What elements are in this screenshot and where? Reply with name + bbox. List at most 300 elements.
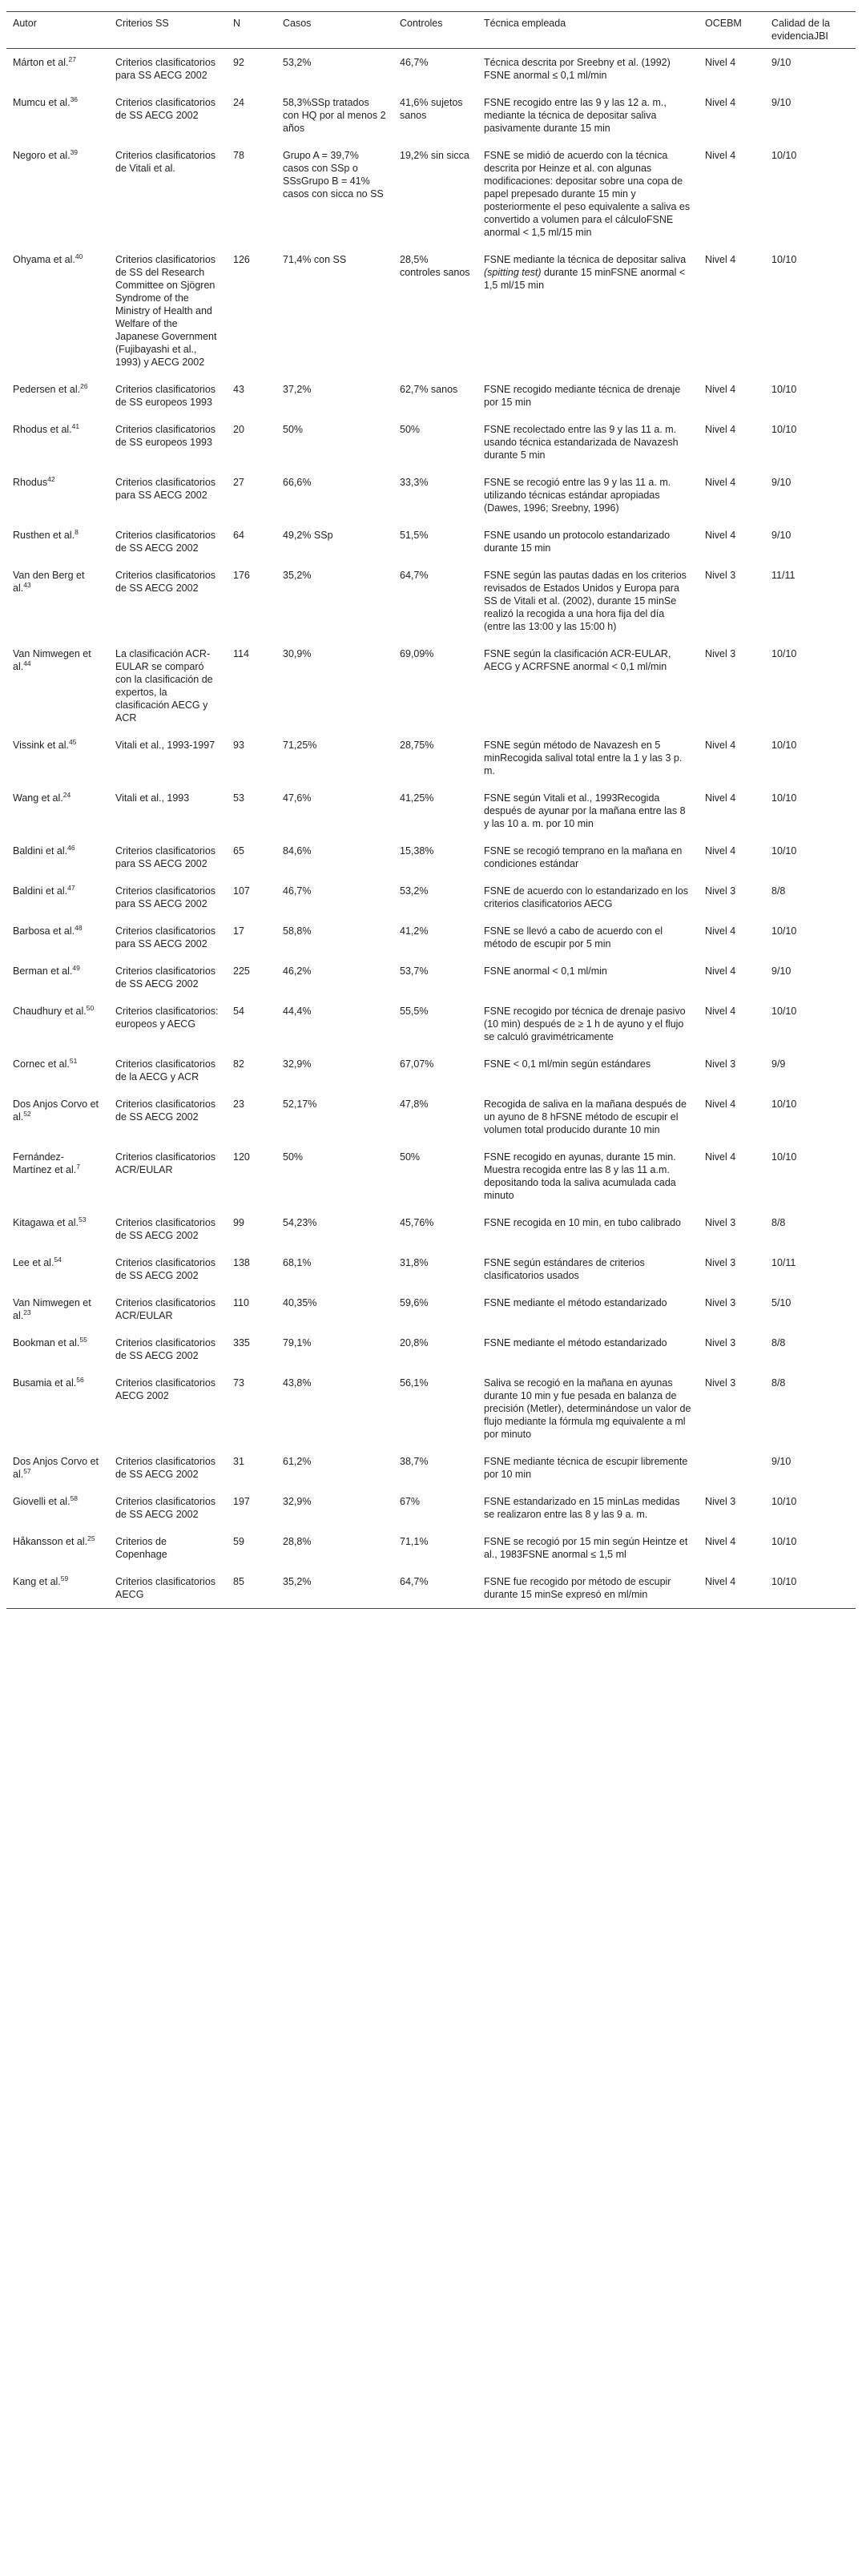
cell-ocebm: Nivel 4	[705, 57, 736, 68]
reference-number: 44	[23, 659, 31, 667]
cell-autor	[6, 1568, 109, 1609]
reference-number: 56	[76, 1376, 84, 1384]
reference-number: 47	[67, 884, 75, 892]
author-name: Rhodus	[13, 477, 48, 488]
cell-criterios: Criterios clasificatorios de SS europeos 1993	[115, 384, 216, 408]
cell-tecnica: Saliva se recogió en la mañana en ayunas durante 10 min y fue pesada en balanza de precisión (Metler), determinándose un valor de flujo mediante la fórmula mg equivalente a ml por minuto	[484, 1377, 691, 1440]
cell-casos: 50%	[283, 424, 304, 435]
cell-tecnica: FSNE recogida en 10 min, en tubo calibrado	[484, 1217, 681, 1228]
cell-criterios: Criterios clasificatorios de SS AECG 2002	[115, 1099, 216, 1123]
cell-controles: 53,2%	[400, 885, 429, 897]
reference-number: 57	[23, 1467, 31, 1475]
table-row	[6, 784, 856, 837]
cell-controles: 33,3%	[400, 477, 429, 488]
cell-casos: 37,2%	[283, 384, 312, 395]
cell-autor	[6, 837, 109, 877]
cell-controles: 56,1%	[400, 1377, 429, 1389]
cell-casos: 43,8%	[283, 1377, 312, 1389]
cell-criterios: La clasificación ACR-EULAR se comparó con la clasificación de expertos, la clasificación AECG y ACR	[115, 648, 213, 724]
cell-autor	[6, 1329, 109, 1369]
cell-autor	[6, 1369, 109, 1448]
cell-jbi: 9/10	[771, 965, 792, 977]
cell-criterios: Criterios de Copenhage	[115, 1536, 167, 1560]
table-row	[6, 562, 856, 640]
header-n: N	[233, 18, 241, 29]
cell-criterios: Criterios clasificatorios para SS AECG 2002	[115, 885, 216, 909]
cell-jbi: 10/10	[771, 1496, 797, 1507]
cell-autor	[6, 522, 109, 562]
table-row	[6, 1488, 856, 1528]
cell-autor	[6, 49, 109, 90]
cell-criterios: Criterios clasificatorios de SS AECG 2002	[115, 1217, 216, 1241]
cell-criterios: Criterios clasificatorios de SS AECG 2002	[115, 530, 216, 554]
cell-tecnica: FSNE se recogió por 15 min según Heintze et al., 1983FSNE anormal ≤ 1,5 ml	[484, 1536, 688, 1560]
table-row	[6, 1249, 856, 1289]
cell-jbi: 10/10	[771, 648, 797, 659]
author-name: Lee et al.	[13, 1257, 54, 1268]
cell-casos: 84,6%	[283, 845, 312, 857]
cell-ocebm: Nivel 4	[705, 1099, 736, 1110]
cell-n: 225	[233, 965, 250, 977]
cell-controles: 15,38%	[400, 845, 434, 857]
cell-jbi: 9/10	[771, 1456, 792, 1467]
cell-tecnica: FSNE según las pautas dadas en los criterios revisados de Estados Unidos y Europa para SS de Vitali et al. (2002), durante 15 minSe realizó la recogida a una hora fija del día (entre las 13:00 y las 15:00 h)	[484, 570, 687, 632]
reference-number: 41	[71, 422, 80, 430]
author-name: Baldini et al.	[13, 845, 68, 857]
table-row	[6, 89, 856, 142]
cell-controles: 64,7%	[400, 570, 429, 581]
reference-number: 48	[75, 924, 83, 932]
cell-criterios: Criterios clasificatorios de SS AECG 2002	[115, 1496, 216, 1520]
cell-casos: 35,2%	[283, 570, 312, 581]
table-row	[6, 1528, 856, 1568]
cell-autor	[6, 1488, 109, 1528]
cell-autor	[6, 1249, 109, 1289]
cell-tecnica	[477, 246, 699, 376]
table-row	[6, 1209, 856, 1249]
cell-criterios: Criterios clasificatorios de SS AECG 2002	[115, 570, 216, 594]
reference-number: 39	[70, 148, 79, 156]
cell-casos: Grupo A = 39,7% casos con SSp o SSsGrupo B = 41% casos con sicca no SS	[283, 150, 384, 200]
cell-criterios: Criterios clasificatorios de SS AECG 2002	[115, 1456, 216, 1480]
reference-number: 36	[70, 95, 79, 103]
cell-tecnica: FSNE recogido en ayunas, durante 15 min. Muestra recogida entre las 8 y las 11 a.m. depositando toda la saliva acumulada cada minuto	[484, 1151, 676, 1201]
table-row	[6, 732, 856, 784]
cell-n: 82	[233, 1058, 244, 1070]
author-name: Berman et al.	[13, 965, 73, 977]
cell-casos: 40,35%	[283, 1297, 317, 1308]
header-autor: Autor	[13, 18, 37, 29]
table-row	[6, 416, 856, 469]
cell-n: 176	[233, 570, 250, 581]
cell-ocebm: Nivel 3	[705, 1217, 736, 1228]
cell-tecnica: FSNE se recogió temprano en la mañana en condiciones estándar	[484, 845, 683, 869]
cell-controles: 59,6%	[400, 1297, 429, 1308]
header-casos: Casos	[283, 18, 312, 29]
cell-jbi: 10/10	[771, 1099, 797, 1110]
cell-controles: 41,6% sujetos sanos	[400, 97, 463, 121]
cell-autor	[6, 469, 109, 522]
cell-tecnica: FSNE se recogió entre las 9 y las 11 a. m. utilizando técnicas estándar apropiadas (Dawes, 1996; Sreebny, 1996)	[484, 477, 671, 514]
reference-number: 49	[72, 964, 80, 972]
author-name: Barbosa et al.	[13, 925, 75, 937]
cell-n: 335	[233, 1337, 250, 1348]
cell-casos: 71,4% con SS	[283, 254, 347, 265]
cell-controles: 64,7%	[400, 1576, 429, 1587]
reference-number: 54	[54, 1256, 62, 1264]
cell-ocebm: Nivel 4	[705, 1576, 736, 1587]
cell-jbi: 9/10	[771, 57, 792, 68]
cell-n: 78	[233, 150, 244, 161]
cell-controles: 67%	[400, 1496, 421, 1507]
cell-n: 99	[233, 1217, 244, 1228]
cell-n: 197	[233, 1496, 250, 1507]
cell-n: 54	[233, 1006, 244, 1017]
cell-jbi: 10/10	[771, 150, 797, 161]
cell-jbi: 10/10	[771, 1536, 797, 1547]
cell-n: 20	[233, 424, 244, 435]
table-row	[6, 1050, 856, 1090]
cell-tecnica: FSNE según la clasificación ACR-EULAR, AECG y ACRFSNE anormal < 0,1 ml/min	[484, 648, 671, 672]
cell-n: 53	[233, 792, 244, 804]
cell-criterios: Criterios clasificatorios de SS del Research Committee on Sjögren Syndrome of the Ministry of Health and Welfare of the Japanese Government (Fujibayashi et al., 1993) y AECG 2002	[115, 254, 217, 368]
cell-tecnica: FSNE se midió de acuerdo con la técnica descrita por Heinze et al. con algunas modificaciones: depositar sobre una copa de papel prepesado durante 15 min y posteriormente el peso equivalente a saliva es convertido a volumen para el cálculoFSNE anormal < 1,5 ml/15 min	[484, 150, 691, 238]
cell-tecnica: FSNE según método de Navazesh en 5 minRecogida salival total entre la 1 y las 3 p. m.	[484, 740, 683, 776]
table-row	[6, 1090, 856, 1143]
cell-criterios: Criterios clasificatorios de SS AECG 2002	[115, 97, 216, 121]
cell-autor	[6, 1050, 109, 1090]
cell-ocebm: Nivel 4	[705, 530, 736, 541]
cell-casos: 32,9%	[283, 1496, 312, 1507]
cell-ocebm: Nivel 4	[705, 97, 736, 108]
cell-criterios: Criterios clasificatorios de la AECG y ACR	[115, 1058, 216, 1082]
cell-tecnica: FSNE según estándares de criterios clasificatorios usados	[484, 1257, 645, 1281]
cell-controles: 47,8%	[400, 1099, 429, 1110]
table-row	[6, 142, 856, 246]
cell-tecnica: FSNE estandarizado en 15 minLas medidas se realizaron entre las 8 y las 9 a. m.	[484, 1496, 680, 1520]
cell-criterios: Vitali et al., 1993	[115, 792, 190, 804]
table-row	[6, 1568, 856, 1609]
cell-controles: 53,7%	[400, 965, 429, 977]
cell-tecnica: FSNE recogido entre las 9 y las 12 a. m., mediante la técnica de depositar saliva pasivamente durante 15 min	[484, 97, 667, 134]
author-name: Vissink et al.	[13, 740, 69, 751]
cell-criterios: Criterios clasificatorios de Vitali et al.	[115, 150, 216, 174]
table-row	[6, 877, 856, 917]
cell-jbi: 10/10	[771, 254, 797, 265]
author-name: Negoro et al.	[13, 150, 70, 161]
cell-tecnica: FSNE recogido por técnica de drenaje pasivo (10 min) después de ≥ 1 h de ayuno y el flujo se calculó gravimétricamente	[484, 1006, 686, 1042]
cell-n: 24	[233, 97, 244, 108]
cell-controles: 50%	[400, 424, 421, 435]
cell-controles: 41,2%	[400, 925, 429, 937]
table-container	[6, 11, 856, 1609]
author-name: Bookman et al.	[13, 1337, 80, 1348]
cell-criterios: Criterios clasificatorios ACR/EULAR	[115, 1151, 216, 1175]
cell-autor	[6, 416, 109, 469]
cell-casos: 79,1%	[283, 1337, 312, 1348]
cell-n: 107	[233, 885, 250, 897]
cell-ocebm: Nivel 3	[705, 1058, 736, 1070]
cell-controles: 46,7%	[400, 57, 429, 68]
cell-casos: 52,17%	[283, 1099, 317, 1110]
header-criterios: Criterios SS	[115, 18, 169, 29]
author-name: Mumcu et al.	[13, 97, 70, 108]
cell-casos: 46,7%	[283, 885, 312, 897]
cell-tecnica: FSNE recogido mediante técnica de drenaje por 15 min	[484, 384, 681, 408]
reference-number: 25	[87, 1534, 95, 1542]
technique-text: FSNE mediante la técnica de depositar saliva	[484, 254, 687, 265]
cell-ocebm: Nivel 3	[705, 1297, 736, 1308]
author-name: Kang et al.	[13, 1576, 61, 1587]
cell-casos: 54,23%	[283, 1217, 317, 1228]
table-row	[6, 1448, 856, 1488]
cell-jbi: 10/10	[771, 1006, 797, 1017]
cell-autor	[6, 1528, 109, 1568]
cell-n: 93	[233, 740, 244, 751]
author-name: Van Nimwegen et al.	[13, 1297, 91, 1321]
cell-controles: 28,5% controles sanos	[400, 254, 470, 278]
reference-number: 23	[23, 1308, 31, 1316]
cell-jbi: 9/10	[771, 97, 792, 108]
cell-autor	[6, 732, 109, 784]
table-row	[6, 1289, 856, 1329]
cell-tecnica: FSNE de acuerdo con lo estandarizado en los criterios clasificatorios AECG	[484, 885, 689, 909]
table-row	[6, 1369, 856, 1448]
header-ocebm: OCEBM	[705, 18, 742, 29]
cell-n: 126	[233, 254, 250, 265]
cell-jbi: 10/10	[771, 792, 797, 804]
cell-casos: 68,1%	[283, 1257, 312, 1268]
author-name: Ohyama et al.	[13, 254, 75, 265]
cell-casos: 47,6%	[283, 792, 312, 804]
reference-number: 50	[86, 1004, 95, 1012]
cell-ocebm: Nivel 4	[705, 424, 736, 435]
cell-controles: 55,5%	[400, 1006, 429, 1017]
cell-criterios: Criterios clasificatorios de SS europeos 1993	[115, 424, 216, 448]
cell-autor	[6, 142, 109, 246]
cell-n: 31	[233, 1456, 244, 1467]
cell-ocebm: Nivel 3	[705, 1377, 736, 1389]
table-row	[6, 1329, 856, 1369]
cell-criterios: Criterios clasificatorios ACR/EULAR	[115, 1297, 216, 1321]
cell-n: 27	[233, 477, 244, 488]
cell-n: 43	[233, 384, 244, 395]
cell-casos: 58,8%	[283, 925, 312, 937]
cell-autor	[6, 998, 109, 1050]
cell-jbi: 8/8	[771, 1377, 786, 1389]
cell-ocebm	[699, 1448, 765, 1488]
cell-controles: 62,7% sanos	[400, 384, 458, 395]
cell-ocebm: Nivel 4	[705, 477, 736, 488]
cell-casos: 35,2%	[283, 1576, 312, 1587]
reference-number: 8	[75, 528, 79, 536]
cell-criterios: Criterios clasificatorios para SS AECG 2002	[115, 477, 216, 501]
cell-ocebm: Nivel 3	[705, 648, 736, 659]
author-name: Van Nimwegen et al.	[13, 648, 91, 672]
author-name: Rhodus et al.	[13, 424, 72, 435]
cell-n: 65	[233, 845, 244, 857]
technique-italic: (spitting test)	[484, 267, 542, 278]
table-row	[6, 469, 856, 522]
cell-casos: 53,2%	[283, 57, 312, 68]
cell-ocebm: Nivel 4	[705, 1006, 736, 1017]
cell-jbi: 10/10	[771, 1576, 797, 1587]
author-name: Chaudhury et al.	[13, 1006, 87, 1017]
cell-casos: 28,8%	[283, 1536, 312, 1547]
reference-number: 7	[76, 1163, 80, 1171]
technique-text: durante 15 minFSNE anormal < 1,5 ml/15 min	[484, 267, 686, 291]
author-name: Cornec et al.	[13, 1058, 70, 1070]
cell-jbi: 10/10	[771, 740, 797, 751]
cell-casos: 30,9%	[283, 648, 312, 659]
author-name: Håkansson et al.	[13, 1536, 88, 1547]
author-name: Dos Anjos Corvo et al.	[13, 1456, 99, 1480]
table-row	[6, 1143, 856, 1209]
cell-controles: 51,5%	[400, 530, 429, 541]
table-row	[6, 246, 856, 376]
cell-ocebm: Nivel 4	[705, 845, 736, 857]
reference-number: 58	[70, 1494, 79, 1502]
cell-autor	[6, 1143, 109, 1209]
cell-autor	[6, 1289, 109, 1329]
cell-autor	[6, 376, 109, 416]
cell-controles: 71,1%	[400, 1536, 429, 1547]
cell-autor	[6, 917, 109, 957]
cell-criterios: Criterios clasificatorios AECG 2002	[115, 1377, 216, 1401]
cell-criterios: Criterios clasificatorios de SS AECG 2002	[115, 1257, 216, 1281]
cell-ocebm: Nivel 4	[705, 925, 736, 937]
table-row	[6, 917, 856, 957]
reference-number: 27	[68, 55, 76, 63]
reference-number: 55	[79, 1336, 87, 1344]
cell-controles: 28,75%	[400, 740, 434, 751]
cell-n: 120	[233, 1151, 250, 1163]
cell-ocebm: Nivel 3	[705, 1257, 736, 1268]
reference-number: 46	[67, 844, 75, 852]
cell-controles: 20,8%	[400, 1337, 429, 1348]
cell-jbi: 9/10	[771, 530, 792, 541]
cell-ocebm: Nivel 3	[705, 570, 736, 581]
reference-number: 59	[60, 1574, 69, 1582]
cell-casos: 49,2% SSp	[283, 530, 333, 541]
cell-controles: 50%	[400, 1151, 421, 1163]
cell-casos: 66,6%	[283, 477, 312, 488]
cell-tecnica: FSNE recolectado entre las 9 y las 11 a. m. usando técnica estandarizada de Navazesh durante 5 min	[484, 424, 679, 461]
cell-autor	[6, 246, 109, 376]
reference-number: 40	[75, 252, 83, 260]
cell-criterios: Criterios clasificatorios para SS AECG 2002	[115, 845, 216, 869]
table-row	[6, 49, 856, 90]
cell-tecnica: FSNE anormal < 0,1 ml/min	[484, 965, 607, 977]
cell-autor	[6, 562, 109, 640]
cell-n: 64	[233, 530, 244, 541]
cell-jbi: 8/8	[771, 1337, 786, 1348]
author-name: Márton et al.	[13, 57, 69, 68]
cell-autor	[6, 877, 109, 917]
author-name: Fernández-Martínez et al.	[13, 1151, 77, 1175]
cell-criterios: Criterios clasificatorios para SS AECG 2002	[115, 57, 216, 81]
header-tecnica: Técnica empleada	[484, 18, 566, 29]
cell-casos: 58,3%SSp tratados con HQ por al menos 2 años	[283, 97, 386, 134]
reference-number: 24	[62, 791, 71, 799]
cell-ocebm: Nivel 4	[705, 792, 736, 804]
cell-ocebm: Nivel 3	[705, 1337, 736, 1348]
reference-number: 45	[68, 738, 77, 746]
author-name: Giovelli et al.	[13, 1496, 70, 1507]
cell-tecnica: FSNE < 0,1 ml/min según estándares	[484, 1058, 651, 1070]
cell-ocebm: Nivel 4	[705, 384, 736, 395]
cell-autor	[6, 89, 109, 142]
cell-criterios: Criterios clasificatorios de SS AECG 2002	[115, 965, 216, 990]
cell-n: 73	[233, 1377, 244, 1389]
cell-jbi: 11/11	[771, 570, 796, 581]
author-name: Baldini et al.	[13, 885, 68, 897]
cell-jbi: 9/9	[771, 1058, 786, 1070]
cell-controles: 31,8%	[400, 1257, 429, 1268]
table-row	[6, 837, 856, 877]
cell-tecnica: Técnica descrita por Sreebny et al. (1992) FSNE anormal ≤ 0,1 ml/min	[484, 57, 671, 81]
cell-n: 114	[233, 648, 249, 659]
cell-ocebm: Nivel 3	[705, 885, 736, 897]
author-name: Rusthen et al.	[13, 530, 75, 541]
cell-jbi: 10/10	[771, 845, 797, 857]
table-row	[6, 957, 856, 998]
cell-criterios: Criterios clasificatorios de SS AECG 2002	[115, 1337, 216, 1361]
cell-tecnica: FSNE fue recogido por método de escupir durante 15 minSe expresó en ml/min	[484, 1576, 671, 1600]
cell-ocebm: Nivel 4	[705, 1536, 736, 1547]
reference-number: 53	[79, 1215, 87, 1223]
reference-number: 51	[69, 1057, 78, 1065]
reference-number: 42	[47, 475, 55, 483]
cell-ocebm: Nivel 3	[705, 1496, 736, 1507]
reference-number: 43	[23, 581, 31, 589]
cell-autor	[6, 1209, 109, 1249]
cell-criterios: Criterios clasificatorios AECG	[115, 1576, 216, 1600]
cell-ocebm: Nivel 4	[705, 740, 736, 751]
table-body	[6, 49, 856, 1609]
studies-table	[6, 11, 856, 1609]
cell-jbi: 10/10	[771, 424, 797, 435]
cell-jbi: 10/10	[771, 384, 797, 395]
author-name: Van den Berg et al.	[13, 570, 85, 594]
cell-tecnica: FSNE mediante técnica de escupir libremente por 10 min	[484, 1456, 688, 1480]
cell-jbi: 5/10	[771, 1297, 792, 1308]
author-name: Wang et al.	[13, 792, 63, 804]
cell-casos: 44,4%	[283, 1006, 312, 1017]
cell-tecnica: FSNE se llevó a cabo de acuerdo con el método de escupir por 5 min	[484, 925, 663, 949]
cell-autor	[6, 784, 109, 837]
cell-n: 138	[233, 1257, 250, 1268]
cell-controles: 45,76%	[400, 1217, 434, 1228]
cell-n: 59	[233, 1536, 244, 1547]
cell-autor	[6, 957, 109, 998]
cell-casos: 61,2%	[283, 1456, 312, 1467]
cell-casos: 32,9%	[283, 1058, 312, 1070]
cell-controles: 69,09%	[400, 648, 434, 659]
cell-autor	[6, 1448, 109, 1488]
cell-jbi: 8/8	[771, 885, 786, 897]
cell-n: 23	[233, 1099, 244, 1110]
header-jbi: Calidad de la evidenciaJBI	[771, 18, 830, 42]
cell-casos: 46,2%	[283, 965, 312, 977]
cell-ocebm: Nivel 4	[705, 1151, 736, 1163]
cell-controles: 67,07%	[400, 1058, 434, 1070]
cell-criterios: Vitali et al., 1993-1997	[115, 740, 216, 751]
cell-n: 85	[233, 1576, 244, 1587]
cell-controles: 38,7%	[400, 1456, 429, 1467]
reference-number: 26	[80, 382, 88, 390]
cell-tecnica: FSNE según Vitali et al., 1993Recogida después de ayunar por la mañana entre las 8 y las 10 a. m. por 10 min	[484, 792, 686, 829]
